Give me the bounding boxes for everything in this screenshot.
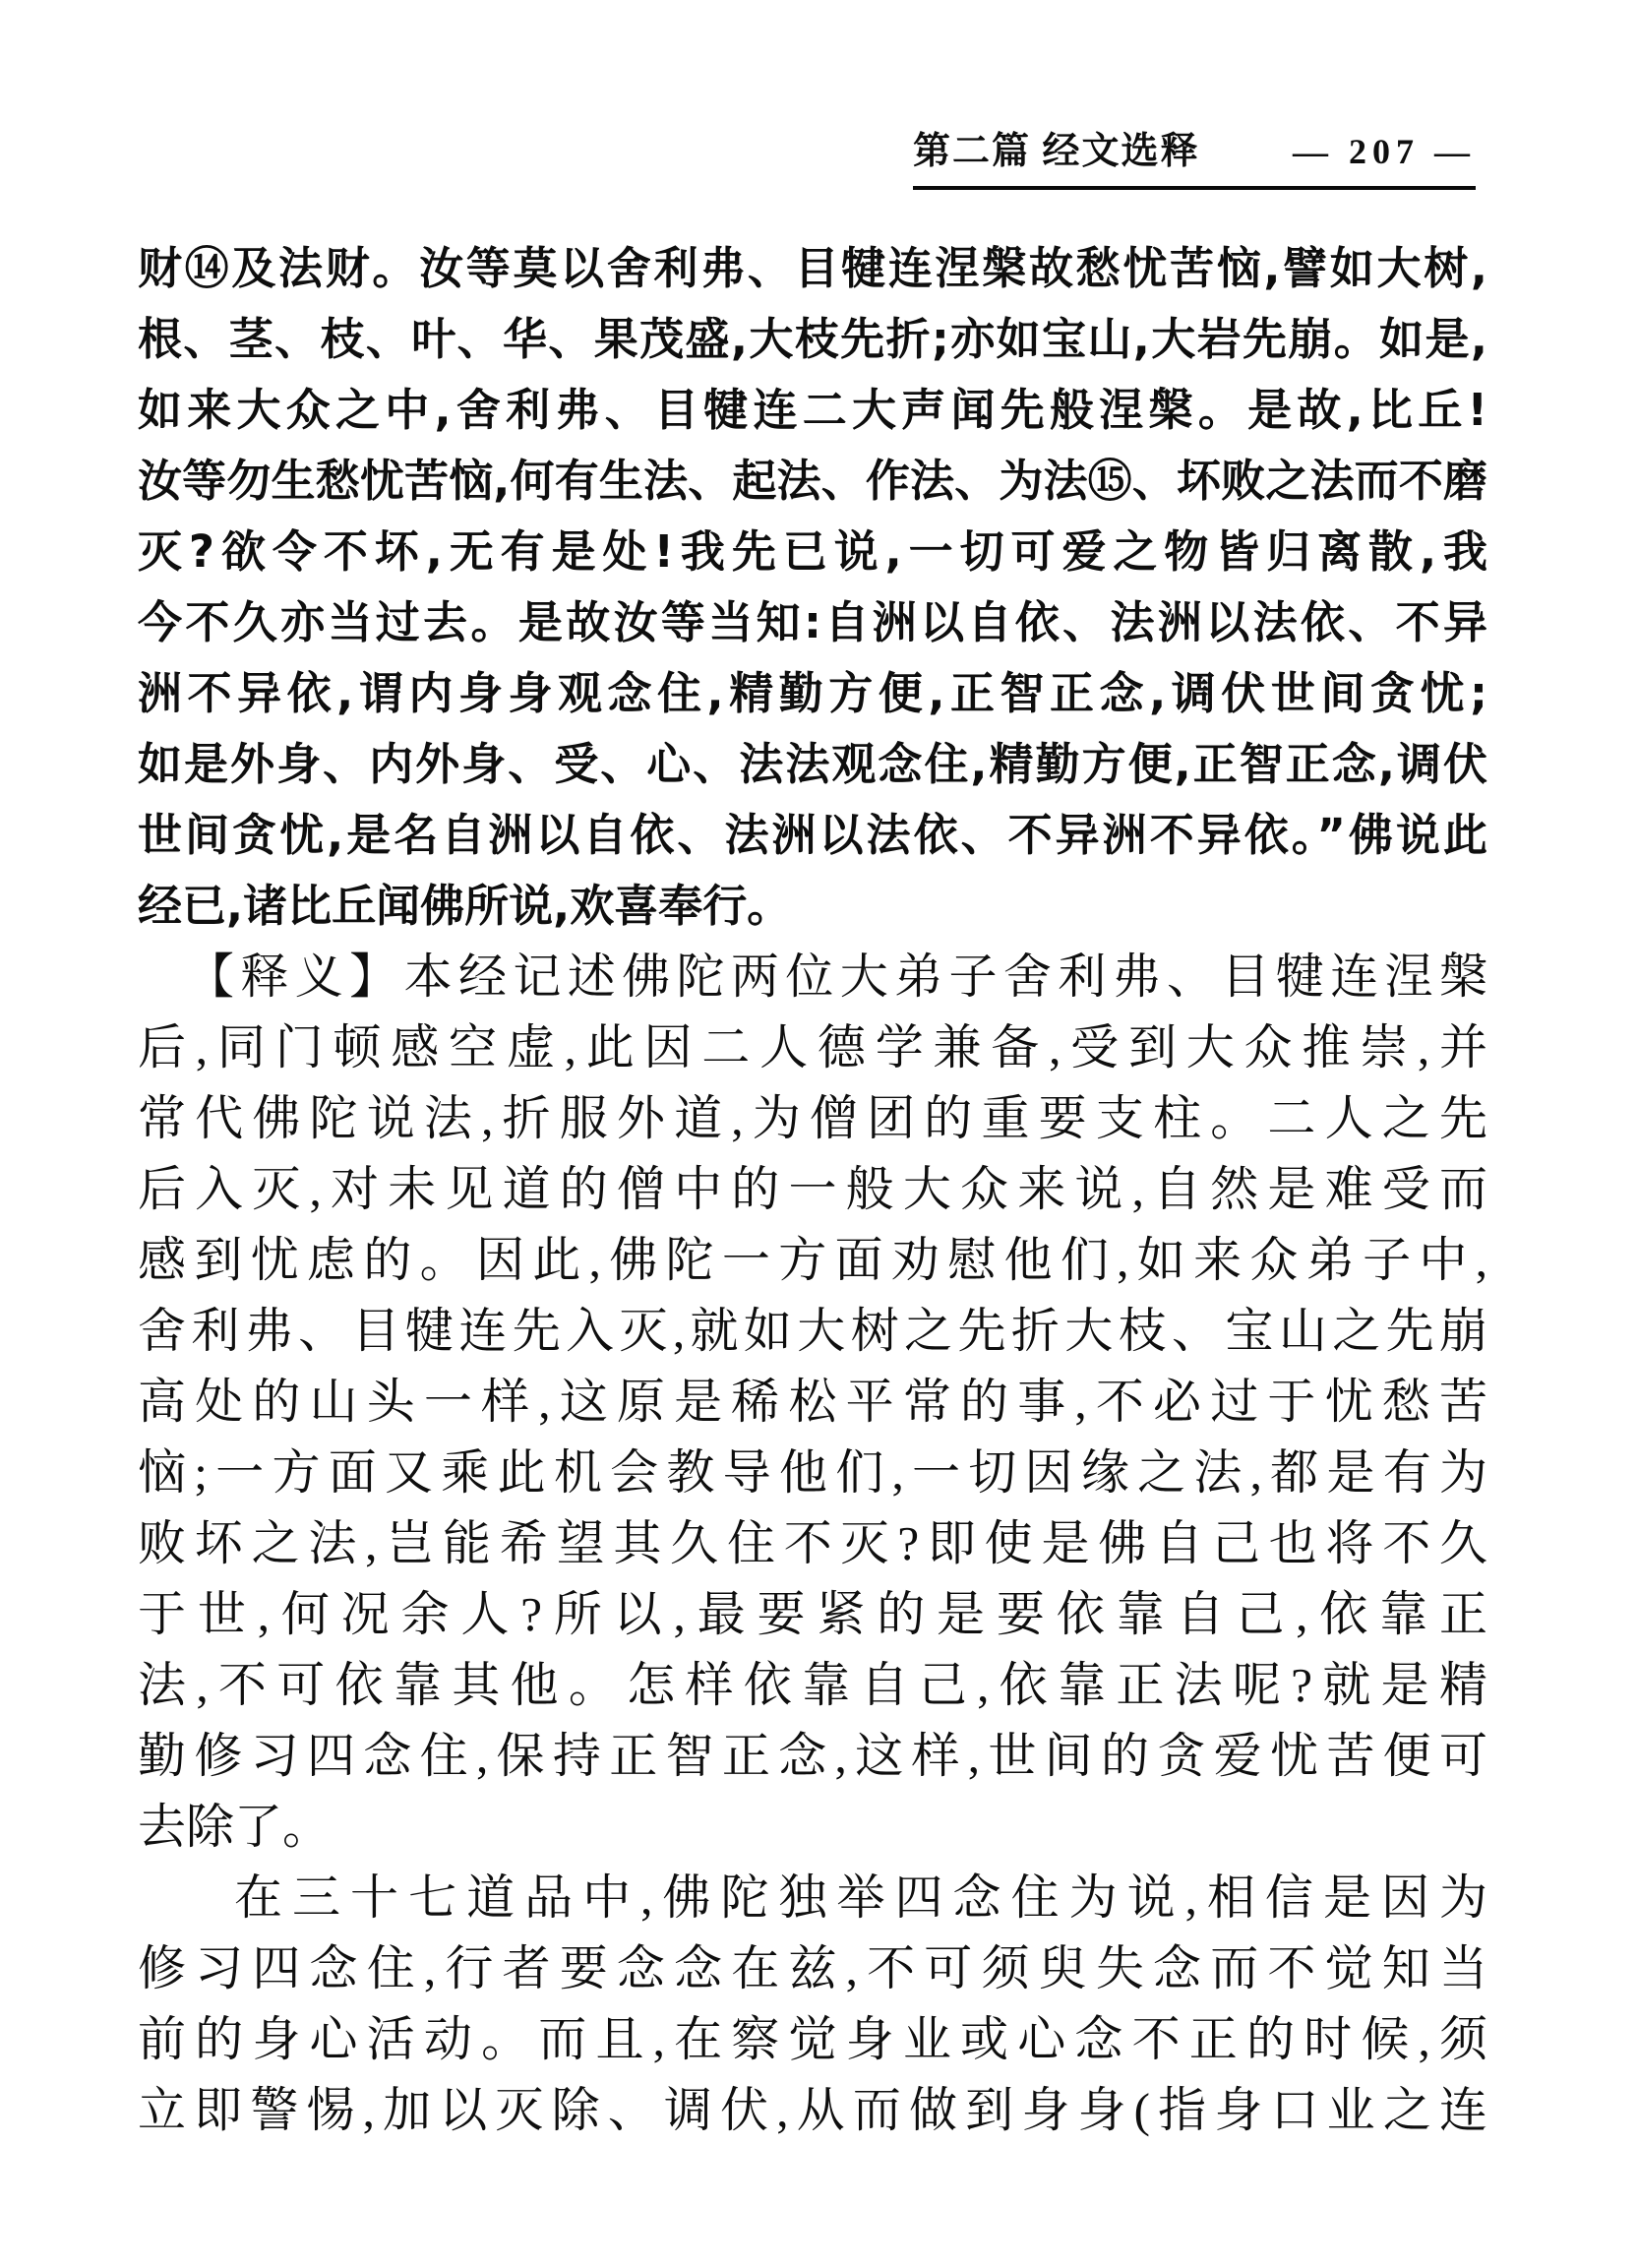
sutra-line: 世间贪忧,是名自洲以自依、法洲以法依、不异洲不异依。”佛说此	[138, 809, 1487, 861]
sutra-line: 根、茎、枝、叶、华、果茂盛,大枝先折;亦如宝山,大岩先崩。如是,	[138, 313, 1487, 365]
commentary-line: 感到忧虑的。因此,佛陀一方面劝慰他们,如来众弟子中,	[138, 1233, 1487, 1287]
commentary-line: 常代佛陀说法,折服外道,为僧团的重要支柱。二人之先	[138, 1091, 1487, 1145]
commentary-line-label: 【释义】本经记述佛陀两位大弟子舍利弗、目犍连涅槃	[186, 950, 1487, 1004]
running-head	[913, 120, 1476, 190]
paragraph3-line: 前的身心活动。而且,在察觉身业或心念不正的时候,须	[138, 2012, 1487, 2066]
paragraph3-line-first: 在三十七道品中,佛陀独举四念住为说,相信是因为	[234, 1870, 1487, 1925]
sutra-line: 财⑭及法财。汝等莫以舍利弗、目犍连涅槃故愁忧苦恼,譬如大树,	[138, 242, 1487, 294]
sutra-closing-line: 经已,诸比丘闻佛所说,欢喜奉行。	[138, 880, 792, 932]
commentary-line: 后,同门顿感空虚,此因二人德学兼备,受到大众推崇,并	[138, 1020, 1487, 1074]
body-text-column	[138, 233, 1487, 2146]
commentary-line: 法,不可依靠其他。怎样依靠自己,依靠正法呢?就是精	[138, 1658, 1487, 1712]
sutra-line: 如是外身、内外身、受、心、法法观念住,精勤方便,正智正念,调伏	[138, 738, 1487, 790]
sutra-line: 今不久亦当过去。是故汝等当知:自洲以自依、法洲以法依、不异	[138, 596, 1487, 648]
commentary-line: 高处的山头一样,这原是稀松平常的事,不必过于忧愁苦	[138, 1375, 1487, 1429]
sutra-line: 洲不异依,谓内身身观念住,精勤方便,正智正念,调伏世间贪忧;	[138, 667, 1487, 719]
page-number: — 207 —	[1293, 132, 1476, 171]
commentary-line: 勤修习四念住,保持正智正念,这样,世间的贪爱忧苦便可	[138, 1729, 1487, 1783]
paragraph3-line: 立即警惕,加以灭除、调伏,从而做到身身(指身口业之连	[138, 2083, 1487, 2137]
commentary-closing-line: 去除了。	[138, 1800, 332, 1854]
commentary-line: 舍利弗、目犍连先入灭,就如大树之先折大枝、宝山之先崩	[138, 1304, 1487, 1358]
running-head-section-title: 第二篇 经文选释	[913, 131, 1200, 172]
sutra-line: 如来大众之中,舍利弗、目犍连二大声闻先般涅槃。是故,比丘!	[138, 384, 1487, 436]
commentary-line: 败坏之法,岂能希望其久住不灭?即使是佛自己也将不久	[138, 1516, 1487, 1570]
sutra-line: 灭?欲令不坏,无有是处!我先已说,一切可爱之物皆归离散,我	[138, 525, 1487, 578]
commentary-line: 恼;一方面又乘此机会教导他们,一切因缘之法,都是有为	[138, 1445, 1487, 1500]
sutra-line: 汝等勿生愁忧苦恼,何有生法、起法、作法、为法⑮、坏败之法而不磨	[138, 455, 1487, 507]
commentary-line: 于世,何况余人?所以,最要紧的是要依靠自己,依靠正	[138, 1587, 1487, 1641]
commentary-line: 后入灭,对未见道的僧中的一般大众来说,自然是难受而	[138, 1162, 1487, 1216]
paragraph3-line: 修习四念住,行者要念念在兹,不可须臾失念而不觉知当	[138, 1941, 1487, 1995]
